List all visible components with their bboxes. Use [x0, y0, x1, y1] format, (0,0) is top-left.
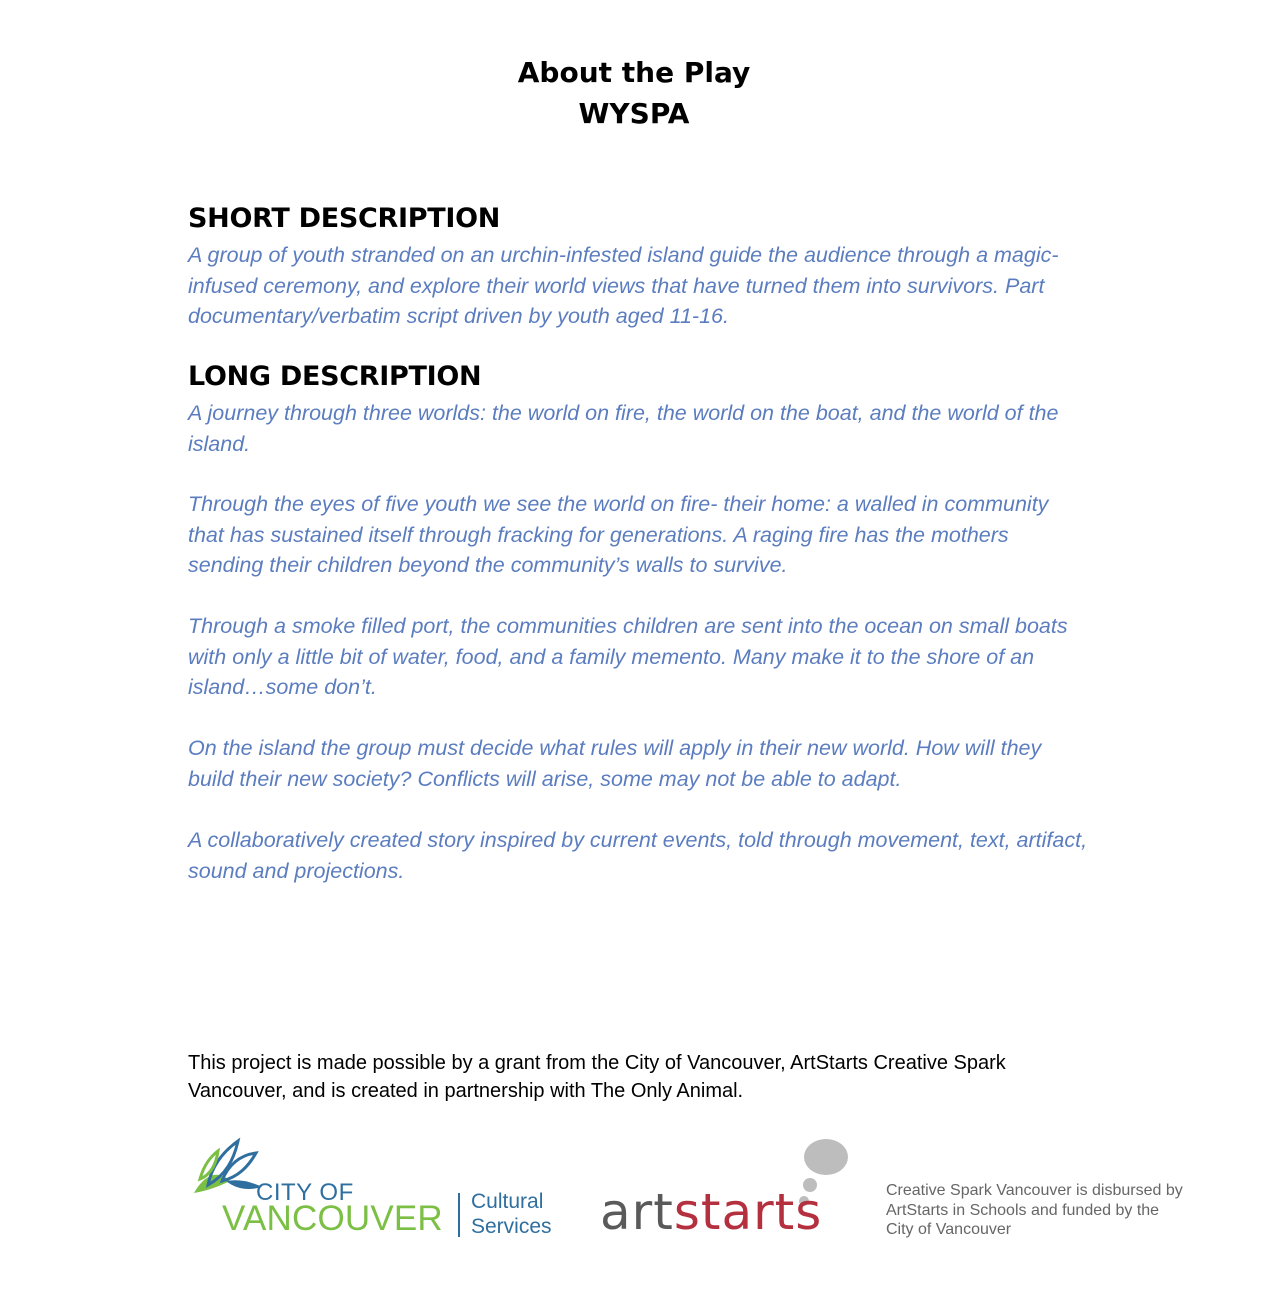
title-line-1: About the Play: [517, 56, 751, 89]
title-line-2: WYSPA: [578, 97, 690, 130]
artstarts-art: art: [600, 1183, 674, 1241]
artstarts-starts: starts: [673, 1183, 823, 1241]
long-description-paragraph: Through a smoke filled port, the communities children are sent into the ocean on small boats with only a little bit of water, food, and a family memento. Many make it to the shore of an island…some don’t.: [188, 614, 1068, 699]
short-description-text: A group of youth stranded on an urchin-infested island guide the audience through a magic-infused ceremony, and explore their world views that have turned them into survivors. Part documentary/verbatim script driven by youth aged 11-16.: [188, 243, 1059, 328]
vancouver-text: VANCOUVER: [222, 1199, 443, 1238]
artstarts-logo: [600, 1135, 860, 1245]
city-of-text: CITY OF: [256, 1179, 354, 1206]
long-description-paragraph: On the island the group must decide what rules will apply in their new world. How will they build their new society? Conflicts will arise, some may not be able to adapt.: [188, 736, 1042, 791]
long-description-paragraph: Through the eyes of five youth we see the world on fire- their home: a walled in community that has sustained itself through fracking for generations. A raging fire has the mothers sending their children beyond the community’s walls to survive.: [188, 492, 1049, 577]
cultural-services-text: [471, 1189, 552, 1239]
long-description-paragraph: A journey through three worlds: the world on fire, the world on the boat, and the world of the island.: [188, 401, 1059, 456]
page-title: [0, 52, 1268, 134]
long-description-paragraph: A collaboratively created story inspired by current events, told through movement, text, artifact, sound and projections.: [188, 828, 1088, 883]
cultural-text: Cultural: [471, 1190, 544, 1213]
long-description-heading: LONG DESCRIPTION: [188, 361, 482, 392]
disbursement-note: Creative Spark Vancouver is disbursed by ArtStarts in Schools and funded by the City of Vancouver: [886, 1182, 1183, 1238]
artstarts-wordmark: [600, 1183, 822, 1241]
logo-divider: [458, 1193, 460, 1237]
services-text: Services: [471, 1215, 552, 1238]
short-description-heading: SHORT DESCRIPTION: [188, 203, 501, 234]
city-of-vancouver-logo: [186, 1135, 576, 1245]
grant-note: This project is made possible by a grant from the City of Vancouver, ArtStarts Creative Spark Vancouver, and is created in partnership with The Only Animal.: [188, 1052, 1006, 1102]
